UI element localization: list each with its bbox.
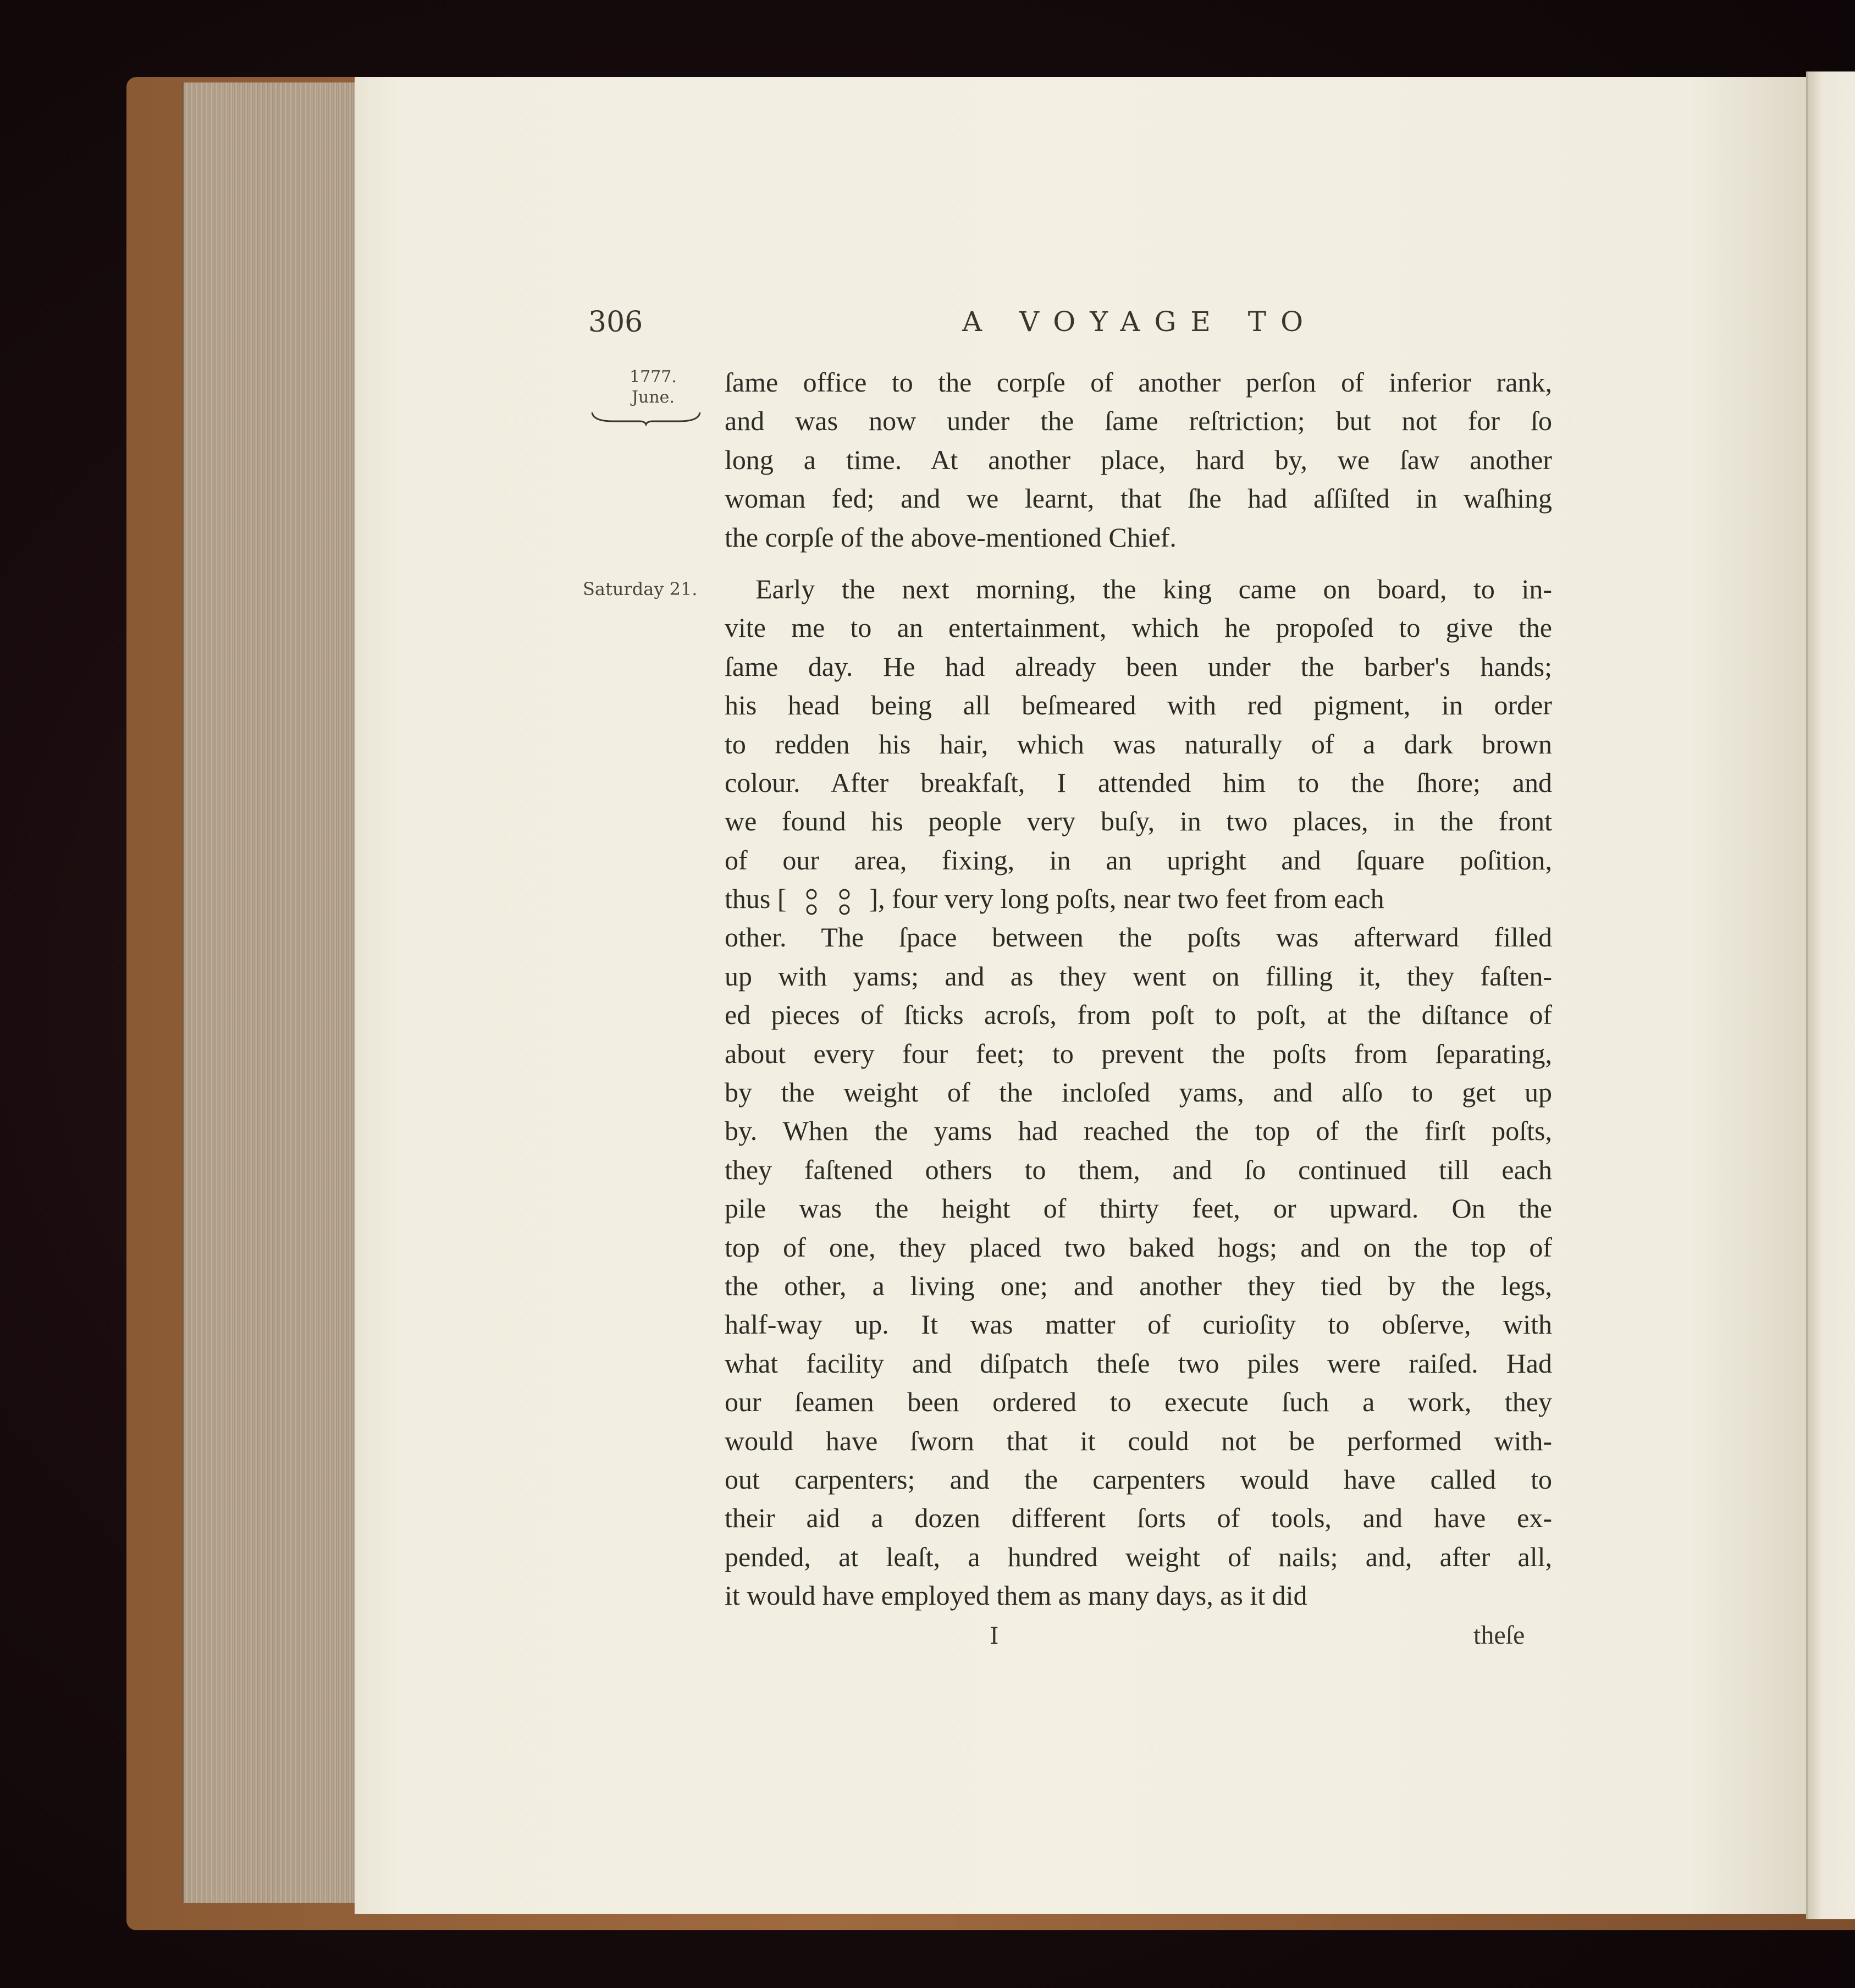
signature-mark: I bbox=[990, 1622, 999, 1649]
text-line bbox=[725, 879, 1552, 918]
post-mark bbox=[807, 905, 816, 914]
text-line: the other, a living one; and another they tied by the legs, bbox=[725, 1270, 1552, 1301]
text-line: we found his people very buſy, in two places, in the front bbox=[725, 806, 1552, 837]
text-line: ſame office to the corpſe of another perſon of inferior rank, bbox=[725, 367, 1552, 398]
margin-year: 1777. bbox=[630, 367, 677, 387]
page-number: 306 bbox=[588, 306, 643, 339]
text-line: other. The ſpace between the poſts was afterward filled bbox=[725, 922, 1552, 953]
text-line: the corpſe of the above-mentioned Chief. bbox=[725, 521, 1177, 553]
text-line: about every four feet; to prevent the poſts from ſeparating, bbox=[725, 1038, 1552, 1069]
text-line: Early the next morning, the king came on board, to in- bbox=[755, 573, 1552, 604]
text-line: to redden his hair, which was naturally of a dark brown bbox=[725, 728, 1552, 759]
posts-line-start: thus [ bbox=[725, 883, 787, 915]
text-line: by. When the yams had reached the top of the firſt poſts, bbox=[725, 1115, 1552, 1147]
paragraph-gap bbox=[725, 557, 1552, 570]
text-line: out carpenters; and the carpenters would have called to bbox=[725, 1463, 1552, 1495]
text-line: ed pieces of ſticks acroſs, from poſt to poſt, at the diſtance of bbox=[725, 999, 1552, 1031]
text-line: his head being all beſmeared with red pigment, in order bbox=[725, 690, 1552, 721]
text-line: it would have employed them as many days, as it did bbox=[725, 1580, 1307, 1611]
text-line: our ſeamen been ordered to execute ſuch a work, they bbox=[725, 1386, 1552, 1418]
post-mark bbox=[840, 890, 849, 899]
text-line: half-way up. It was matter of curioſity to obſerve, with bbox=[725, 1309, 1552, 1340]
text-line: they faſtened others to them, and ſo continued till each bbox=[725, 1154, 1552, 1185]
margin-date: Saturday 21. bbox=[583, 579, 698, 599]
facing-page-edge bbox=[1806, 71, 1855, 1919]
text-line: and was now under the ſame reſtriction; but not for ſo bbox=[725, 405, 1552, 437]
text-line: vite me to an entertainment, which he propoſed to give the bbox=[725, 612, 1552, 643]
text-line: by the weight of the incloſed yams, and alſo to get up bbox=[725, 1077, 1552, 1108]
text-line: top of one, they placed two baked hogs; and on the top of bbox=[725, 1231, 1552, 1263]
text-line: long a time. At another place, hard by, we ſaw another bbox=[725, 444, 1552, 475]
running-title: A VOYAGE TO bbox=[962, 306, 1318, 338]
margin-brace-icon bbox=[591, 410, 701, 426]
text-line: ſame day. He had already been under the barber's hands; bbox=[725, 651, 1552, 682]
text-line: of our area, fixing, in an upright and ſquare poſition, bbox=[725, 844, 1552, 875]
posts-line-end: ], four very long poſts, near two feet from each bbox=[869, 883, 1384, 915]
post-mark bbox=[807, 890, 816, 899]
body-text bbox=[725, 363, 1552, 1615]
text-line: colour. After breakfaſt, I attended him to the ſhore; and bbox=[725, 767, 1552, 798]
page-edges bbox=[181, 82, 360, 1903]
text-line: up with yams; and as they went on filling it, they faſten- bbox=[725, 960, 1552, 992]
text-line: their aid a dozen different ſorts of tools, and have ex- bbox=[725, 1502, 1552, 1534]
text-line: pile was the height of thirty feet, or upward. On the bbox=[725, 1193, 1552, 1224]
catchword: theſe bbox=[1473, 1621, 1525, 1650]
post-mark bbox=[840, 905, 849, 914]
four-posts-icon bbox=[787, 885, 869, 918]
margin-month: June. bbox=[632, 388, 675, 407]
text-line: pended, at leaſt, a hundred weight of nails; and, after all, bbox=[725, 1541, 1552, 1572]
text-line: what facility and diſpatch theſe two piles were raiſed. Had bbox=[725, 1347, 1552, 1379]
text-line: woman fed; and we learnt, that ſhe had aſſiſted in waſhing bbox=[725, 483, 1552, 514]
text-line: would have ſworn that it could not be performed with- bbox=[725, 1425, 1552, 1456]
